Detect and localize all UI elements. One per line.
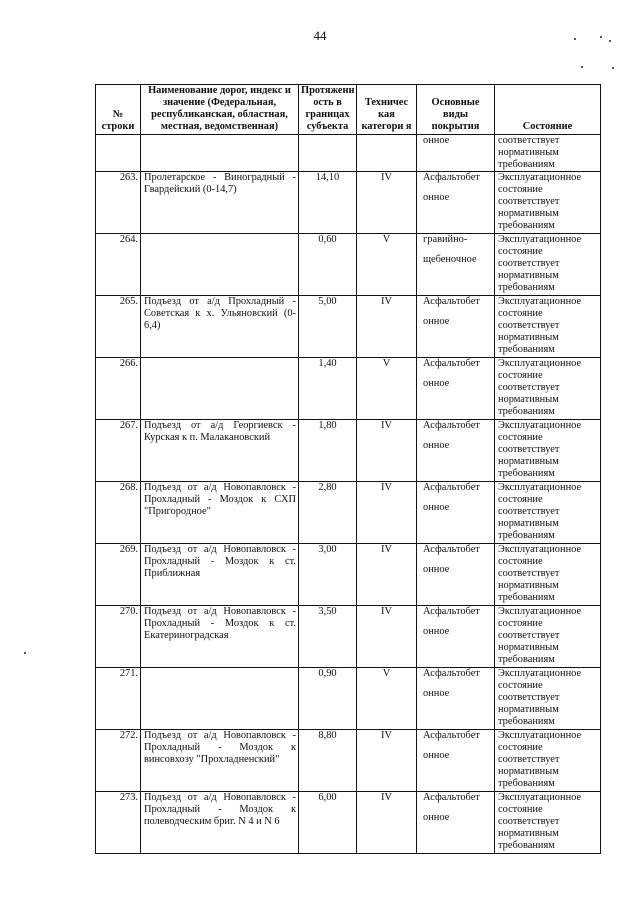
road-name: Пролетарское - Виноградный - Гвардейский (0-14,7) (141, 172, 299, 234)
table-row (96, 482, 601, 544)
continuation-row (96, 135, 601, 172)
coverage-cell (417, 234, 495, 296)
table-row (96, 296, 601, 358)
coverage-cell (417, 792, 495, 854)
state-cell: Эксплуатационное состояние соответствует нормативным требованиям (495, 172, 601, 234)
coverage-line-1: Асфальтобет (423, 544, 480, 555)
table-row (96, 730, 601, 792)
roads-table (95, 84, 601, 854)
coverage-line-1: Асфальтобет (423, 668, 480, 679)
coverage-line-2: онное (423, 564, 450, 575)
header-state: Состояние (495, 85, 601, 135)
road-category: V (357, 358, 417, 420)
coverage-line-2: щебеночное (423, 254, 477, 265)
table-row (96, 668, 601, 730)
coverage-cell (417, 606, 495, 668)
road-category: IV (357, 482, 417, 544)
road-category: IV (357, 296, 417, 358)
road-length: 1,40 (299, 358, 357, 420)
coverage-line-1: Асфальтобет (423, 792, 480, 803)
coverage-line-2: онное (423, 316, 450, 327)
coverage-cell (417, 358, 495, 420)
table-header-row (96, 85, 601, 135)
scan-speck (581, 66, 583, 68)
coverage-line-2: онное (423, 626, 450, 637)
road-category: IV (357, 420, 417, 482)
state-cell: соответствует нормативным требованиям (495, 135, 601, 172)
road-name (141, 234, 299, 296)
coverage-line-1: Асфальтобет (423, 296, 480, 307)
table-row (96, 420, 601, 482)
page-number: 44 (313, 28, 327, 43)
road-name (141, 668, 299, 730)
row-number: 269. (96, 544, 141, 606)
coverage-line-1: гравийно- (423, 234, 468, 245)
state-cell: Эксплуатационное состояние соответствует нормативным требованиям (495, 668, 601, 730)
table-row (96, 234, 601, 296)
road-name: Подъезд от а/д Георгиевск - Курская к п. Малакановский (141, 420, 299, 482)
coverage-line-1: Асфальтобет (423, 482, 480, 493)
table-row (96, 544, 601, 606)
road-length: 3,50 (299, 606, 357, 668)
coverage-line-1: Асфальтобет (423, 172, 480, 183)
road-category: IV (357, 730, 417, 792)
row-number: 268. (96, 482, 141, 544)
coverage-line-2: онное (423, 750, 450, 761)
state-cell: Эксплуатационное состояние соответствует нормативным требованиям (495, 792, 601, 854)
coverage-line-2: онное (423, 502, 450, 513)
row-number: 265. (96, 296, 141, 358)
state-cell: Эксплуатационное состояние соответствует нормативным требованиям (495, 358, 601, 420)
coverage-line-2: онное (423, 812, 450, 823)
table-row (96, 792, 601, 854)
coverage-cell (417, 668, 495, 730)
state-cell: Эксплуатационное состояние соответствует нормативным требованиям (495, 606, 601, 668)
row-number: 271. (96, 668, 141, 730)
state-cell: Эксплуатационное состояние соответствует нормативным требованиям (495, 482, 601, 544)
road-name: Подъезд от а/д Новопавловск - Прохладный - Моздок к ст. Екатериноградская (141, 606, 299, 668)
road-name (141, 358, 299, 420)
road-name: Подъезд от а/д Новопавловск - Прохладный - Моздок к ст. Приближная (141, 544, 299, 606)
scan-speck (574, 38, 576, 40)
road-name: Подъезд от а/д Новопавловск - Прохладный - Моздок к винсовхозу "Прохладненский" (141, 730, 299, 792)
road-category: IV (357, 792, 417, 854)
state-cell: Эксплуатационное состояние соответствует нормативным требованиям (495, 730, 601, 792)
row-number: 266. (96, 358, 141, 420)
coverage-cell (417, 296, 495, 358)
state-cell: Эксплуатационное состояние соответствует нормативным требованиям (495, 234, 601, 296)
road-name: Подъезд от а/д Новопавловск - Прохладный - Моздок к полеводческим бриг. N 4 и N 6 (141, 792, 299, 854)
road-category: V (357, 234, 417, 296)
header-road-name: Наименование дорог, индекс и значение (Федеральная, республиканская, областная, местная, ведомственная) (141, 85, 299, 135)
road-length: 0,60 (299, 234, 357, 296)
table-row (96, 606, 601, 668)
coverage-cell (417, 730, 495, 792)
row-number: 273. (96, 792, 141, 854)
road-length: 5,00 (299, 296, 357, 358)
coverage-line-2: онное (423, 440, 450, 451)
road-length: 1,80 (299, 420, 357, 482)
row-number: 264. (96, 234, 141, 296)
coverage-line-1: Асфальтобет (423, 420, 480, 431)
table-row (96, 172, 601, 234)
header-length: Протяженн ость в границах субъекта (299, 85, 357, 135)
coverage-cell (417, 544, 495, 606)
table-row (96, 358, 601, 420)
header-row-number: № строки (96, 85, 141, 135)
coverage-cell (417, 482, 495, 544)
state-cell: Эксплуатационное состояние соответствует нормативным требованиям (495, 544, 601, 606)
road-length: 8,80 (299, 730, 357, 792)
header-category: Техничес кая категори я (357, 85, 417, 135)
road-name: Подъезд от а/д Прохладный - Советская к х. Ульяновский (0-6,4) (141, 296, 299, 358)
coverage-line-2: онное (423, 378, 450, 389)
road-category: IV (357, 544, 417, 606)
row-number: 272. (96, 730, 141, 792)
road-length: 0,90 (299, 668, 357, 730)
road-length: 2,80 (299, 482, 357, 544)
coverage-cell (417, 420, 495, 482)
road-category: IV (357, 606, 417, 668)
coverage-cell (417, 172, 495, 234)
coverage-cell: онное (417, 135, 495, 172)
road-length: 6,00 (299, 792, 357, 854)
road-category: IV (357, 172, 417, 234)
scan-speck (612, 67, 614, 69)
state-cell: Эксплуатационное состояние соответствует нормативным требованиям (495, 296, 601, 358)
scan-speck (600, 36, 602, 38)
road-length: 3,00 (299, 544, 357, 606)
road-length: 14,10 (299, 172, 357, 234)
scan-speck (609, 40, 611, 42)
state-cell: Эксплуатационное состояние соответствует нормативным требованиям (495, 420, 601, 482)
row-number: 270. (96, 606, 141, 668)
row-number: 267. (96, 420, 141, 482)
scan-speck (24, 652, 26, 654)
coverage-line-2: онное (423, 192, 450, 203)
road-name: Подъезд от а/д Новопавловск - Прохладный - Моздок к СХП "Пригородное" (141, 482, 299, 544)
row-number: 263. (96, 172, 141, 234)
coverage-line-2: онное (423, 688, 450, 699)
coverage-line-1: Асфальтобет (423, 358, 480, 369)
coverage-line-1: Асфальтобет (423, 730, 480, 741)
coverage-line-1: Асфальтобет (423, 606, 480, 617)
header-coverage: Основные виды покрытия (417, 85, 495, 135)
road-category: V (357, 668, 417, 730)
